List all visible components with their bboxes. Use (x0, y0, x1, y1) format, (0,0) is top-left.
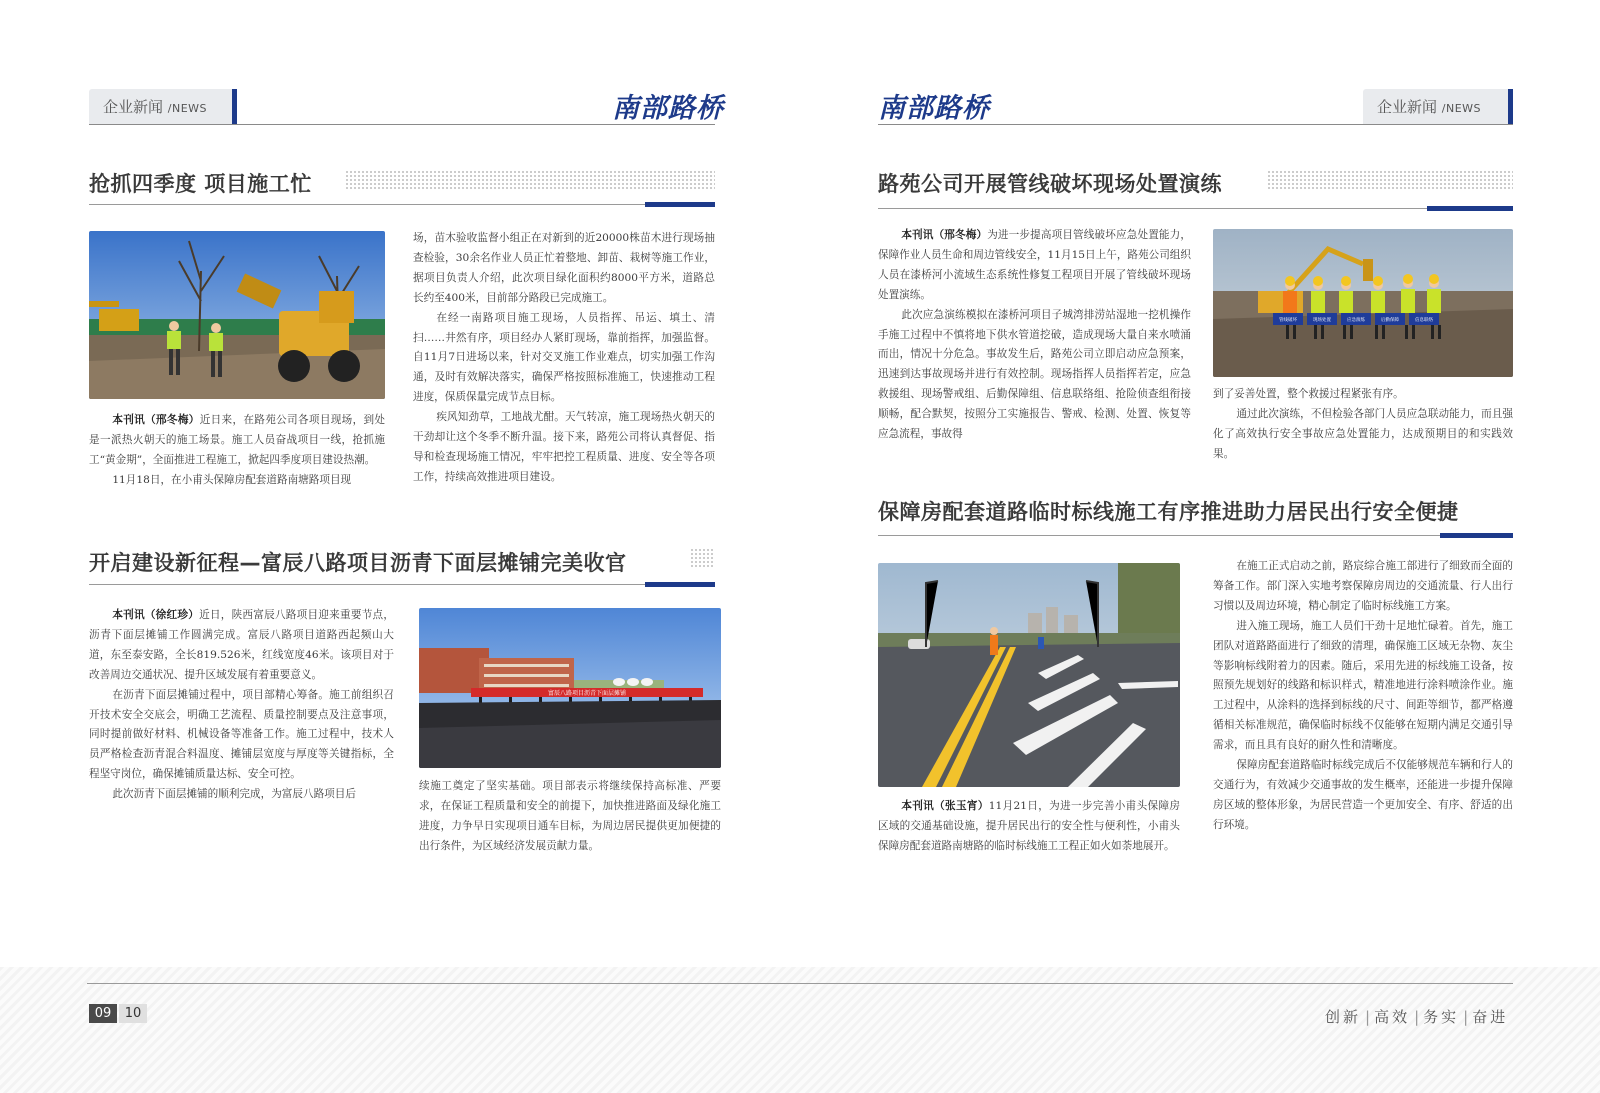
article-title: 抢抓四季度 项目施工忙 (89, 172, 312, 196)
paragraph: 续施工奠定了坚实基础。项目部表示将继续保持高标准、严要求，在保证工程质量和安全的前提下，加快推进路面及绿化施工进度，力争早日实现项目通车目标，为周边居民提供更加便捷的出行条件，为区域经济发展贡献力量。 (419, 780, 721, 852)
byline: 本刊讯（邢冬梅） (112, 414, 200, 426)
byline: 本刊讯（邢冬梅） (901, 229, 988, 241)
paragraph: 在经一南路项目施工现场，人员指挥、吊运、填土、清扫……井然有序，项目经办人紧盯现场，靠前指挥，加强监督。自11月7日进场以来，针对交叉施工作业难点，切实加强工作沟通，及时有效解决落实，确保严格按照标准施工，快速推动工程进度，保质保量完成节点目标。 (413, 311, 715, 404)
paragraph: 保障房配套道路临时标线完成后不仅能够规范车辆和行人的交通行为，有效减少交通事故的发生概率，还能进一步提升保障房区域的整体形象，为居民营造一个更加安全、有序、舒适的出行环境。 (1213, 759, 1513, 831)
article-column (878, 226, 1191, 476)
footer-slogan (1325, 1006, 1508, 1027)
title-rule (89, 584, 715, 585)
slogan-word: 创新 (1325, 1008, 1362, 1026)
banner-drill: 管线破坏 (1279, 318, 1297, 323)
article-title: 开启建设新征程—富辰八路项目沥青下面层摊铺完美收官 (89, 551, 627, 575)
slogan-word: 高效 (1374, 1008, 1411, 1026)
title-rule (878, 208, 1513, 209)
photo-asphalt-paving (419, 608, 721, 768)
article-column (89, 411, 385, 521)
paragraph: 11月21日，为进一步完善小甫头保障房区域的交通基础设施，提升居民出行的安全性与便利性，小甫头保障房配套道路南塘路的临时标线施工工程正如火如荼地展开。 (878, 800, 1180, 852)
brand-logo-right: 南部路桥 (878, 93, 990, 124)
title-accent-bar (645, 582, 715, 587)
title-accent-bar (1427, 206, 1513, 211)
paragraph: 疾风知劲草，工地战尤酣。天气转凉，施工现场热火朝天的干劲却让这个冬季不断升温。接下来，路苑公司将认真督促、指导和检查现场施工情况，牢牢把控工程质量、进度、安全等各项工作，持续高效推进项目建设。 (413, 411, 715, 483)
title-dot-pattern (690, 548, 715, 568)
paragraph: 11月18日，在小甫头保障房配套道路南塘路项目现 (112, 473, 352, 486)
brand-logo-left: 南部路桥 (612, 93, 724, 124)
photo-road-markings (878, 563, 1180, 787)
paragraph: 近日来，在路苑公司各项目现场，到处是一派热火朝天的施工场景。施工人员奋战项目一线，抢抓施工“黄金期”，全面推进工程施工，掀起四季度项目建设热潮。 (89, 414, 385, 466)
tab-accent (232, 89, 237, 125)
article-column (1213, 557, 1513, 882)
byline: 本刊讯（张玉宵） (901, 800, 989, 812)
article-title: 保障房配套道路临时标线施工有序推进助力居民出行安全便捷 (878, 500, 1459, 524)
title-accent-bar (645, 202, 715, 207)
paragraph: 进入施工现场，施工人员们干劲十足地忙碌着。首先，施工团队对道路路面进行了细致的清理，确保施工区域无杂物、灰尘等影响标线附着力的因素。随后，采用先进的标线施工设备，按照预先规划好的线路和标识样式，精准地进行涂料喷涂作业。施工过程中，从涂料的选择到标线的尺寸、间距等细节，都严格遵循相关标准规范，确保临时标线不仅能够在短期内满足交通引导需求，而且具有良好的耐久性和清晰度。 (1213, 619, 1513, 752)
section-label-en: /NEWS (167, 102, 208, 115)
slogan-divider: | (1463, 1008, 1469, 1026)
title-accent-bar (1440, 533, 1513, 538)
banner-drill: 信息联络 (1415, 318, 1433, 323)
footer-background (0, 967, 1600, 1093)
article-title: 路苑公司开展管线破坏现场处置演练 (878, 172, 1222, 196)
tab-accent (1508, 89, 1513, 125)
slogan-divider: | (1414, 1008, 1420, 1026)
banner-paving: 富辰八路项目沥青下面层摊铺 (547, 690, 627, 697)
paragraph: 此次沥青下面层摊铺的顺利完成，为富辰八路项目后 (112, 788, 356, 801)
title-dot-pattern (1267, 170, 1513, 190)
title-dot-pattern (345, 170, 715, 190)
paragraph: 场，苗木验收监督小组正在对新到的近20000株苗木进行现场抽查检验，30余名作业人员正忙着整地、卸苗、栽树等施工作业，据项目负责人介绍，此次项目绿化面积约8000平方米，道路总长约至400米，目前部分路段已完成施工。 (413, 232, 715, 304)
photo-emergency-drill (1213, 229, 1513, 377)
paragraph: 近日，陕西富辰八路项目迎来重要节点，沥青下面层摊铺工作圆满完成。富辰八路项目道路西起频山大道，东至泰安路，全长819.526米，红线宽度46米。该项目对于改善周边交通状况、提升区域发展有着重要意义。 (89, 609, 394, 681)
article-column (1213, 385, 1513, 477)
slogan-divider: | (1365, 1008, 1371, 1026)
footer-rule (87, 983, 1513, 984)
banner-drill: 后勤保障 (1381, 318, 1399, 323)
section-tab-right (1363, 89, 1513, 125)
paragraph: 到了妥善处置，整个救援过程紧张有序。 (1213, 388, 1404, 400)
slogan-word: 奋进 (1472, 1008, 1509, 1026)
paragraph: 在施工正式启动之前，路宸综合施工部进行了细致而全面的筹备工作。部门深入实地考察保障房周边的交通流量、行人出行习惯以及周边环境，精心制定了临时标线施工方案。 (1213, 560, 1513, 612)
header-rule-right (878, 124, 1513, 125)
page-number-left: 09 (89, 1004, 117, 1023)
section-label: 企业新闻 (103, 98, 164, 116)
byline: 本刊讯（徐红珍） (112, 609, 200, 621)
slogan-word: 务实 (1423, 1008, 1460, 1026)
page-number-right: 10 (119, 1004, 147, 1023)
title-rule (89, 204, 715, 205)
paragraph: 此次应急演练模拟在漆桥河项目子城湾排涝站湿地一挖机操作手施工过程中不慎将地下供水管道挖破，造成现场大量自来水喷涌而出，情况十分危急。事故发生后，路苑公司立即启动应急预案，迅速到达事故现场并进行有效控制。现场指挥人员指挥若定，应急救援组、现场警戒组、后勤保障组、信息联络组、抢险侦查组衔接顺畅，配合默契，按照分工实施报告、警戒、检测、处置、恢复等应急流程，事故得 (878, 308, 1191, 441)
banner-drill: 应急演练 (1347, 318, 1365, 323)
article-column (878, 797, 1180, 881)
section-tab-left (89, 89, 237, 125)
paragraph: 通过此次演练，不但检验各部门人员应急联动能力，而且强化了高效执行安全事故应急处置能力，达成预期目的和实践效果。 (1213, 407, 1513, 460)
paragraph: 为进一步提高项目管线破坏应急处置能力，保障作业人员生命和周边管线安全，11月15日上午，路苑公司组织人员在漆桥河小流域生态系统性修复工程项目开展了管线破坏现场处置演练。 (878, 229, 1191, 301)
section-label-en: /NEWS (1441, 102, 1482, 115)
article-column (419, 777, 721, 861)
paragraph: 在沥青下面层摊铺过程中，项目部精心筹备。施工前组织召开技术安全交底会，明确工艺流程、质量控制要点及注意事项，同时提前做好材料、机械设备等准备工作。施工过程中，技术人员严格检查沥青混合料温度、摊铺层宽度与厚度等关键指标，全程坚守岗位，确保摊铺质量达标、安全可控。 (89, 688, 394, 781)
banner-drill: 现场处置 (1313, 318, 1331, 323)
section-label: 企业新闻 (1377, 98, 1438, 116)
photo-construction-site (89, 231, 385, 399)
title-rule (878, 535, 1513, 536)
article-column (89, 606, 394, 861)
article-column (413, 229, 715, 522)
